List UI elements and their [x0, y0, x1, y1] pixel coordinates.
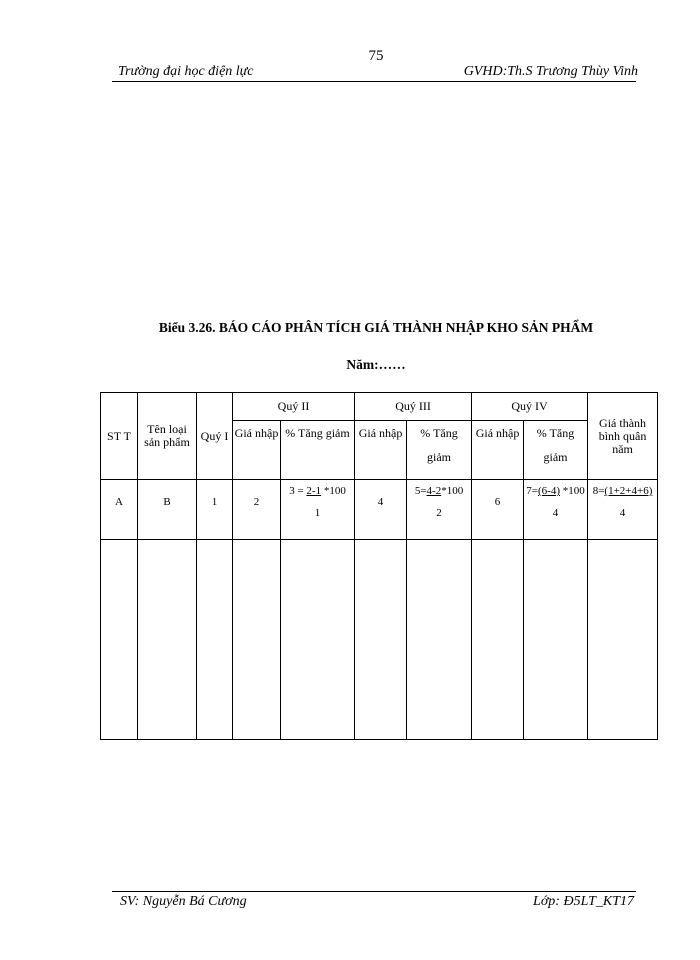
- index-2: 2: [233, 480, 281, 540]
- empty-cell: [524, 540, 588, 740]
- formula-3: 3 = 2-1 *100 1: [281, 480, 355, 540]
- formula-5: 5=4-2*100 2: [407, 480, 472, 540]
- empty-cell: [101, 540, 138, 740]
- header-product-name: Tên loại sản phẩm: [138, 393, 197, 480]
- header-quarter-3: Quý III: [355, 393, 472, 421]
- index-1: 1: [197, 480, 233, 540]
- header-q4-import-price: Giá nhập: [472, 421, 524, 480]
- report-table: [100, 392, 658, 740]
- empty-cell: [233, 540, 281, 740]
- empty-cell: [281, 540, 355, 740]
- header-stt: ST T: [101, 393, 138, 480]
- header-q3-import-price: Giá nhập: [355, 421, 407, 480]
- header-q2-pct-change: % Tăng giảm: [281, 421, 355, 480]
- page-number: 75: [368, 48, 384, 64]
- empty-cell: [407, 540, 472, 740]
- footer-class: Lớp: Đ5LT_KT17: [533, 894, 634, 909]
- header-q3-pct-change: % Tăng giảm: [407, 421, 472, 480]
- header-quarter-2: Quý II: [233, 393, 355, 421]
- index-b: B: [138, 480, 197, 540]
- index-a: A: [101, 480, 138, 540]
- report-title: Biểu 3.26. BÁO CÁO PHÂN TÍCH GIÁ THÀNH NHẬP KHO SẢN PHẨM: [158, 320, 594, 335]
- report-year: Năm:……: [346, 357, 406, 372]
- header-average-cost: Giá thành bình quân năm: [588, 393, 658, 480]
- empty-cell: [588, 540, 658, 740]
- empty-cell: [472, 540, 524, 740]
- formula-8: 8=(1+2+4+6) 4: [588, 480, 658, 540]
- table-row-empty: [101, 540, 658, 740]
- footer-rule: [112, 891, 636, 892]
- index-6: 6: [472, 480, 524, 540]
- empty-cell: [197, 540, 233, 740]
- header-school: Trường đại học điện lực: [118, 64, 254, 79]
- footer-student: SV: Nguyễn Bá Cương: [120, 894, 247, 909]
- header-advisor: GVHD:Th.S Trương Thùy Vinh: [463, 64, 638, 79]
- header-rule: [112, 81, 636, 82]
- header-q2-import-price: Giá nhập: [233, 421, 281, 480]
- index-4: 4: [355, 480, 407, 540]
- header-quarter-1: Quý I: [197, 393, 233, 480]
- header-q4-pct-change: % Tăng giảm: [524, 421, 588, 480]
- empty-cell: [355, 540, 407, 740]
- empty-cell: [138, 540, 197, 740]
- header-quarter-4: Quý IV: [472, 393, 588, 421]
- formula-7: 7=(6-4) *100 4: [524, 480, 588, 540]
